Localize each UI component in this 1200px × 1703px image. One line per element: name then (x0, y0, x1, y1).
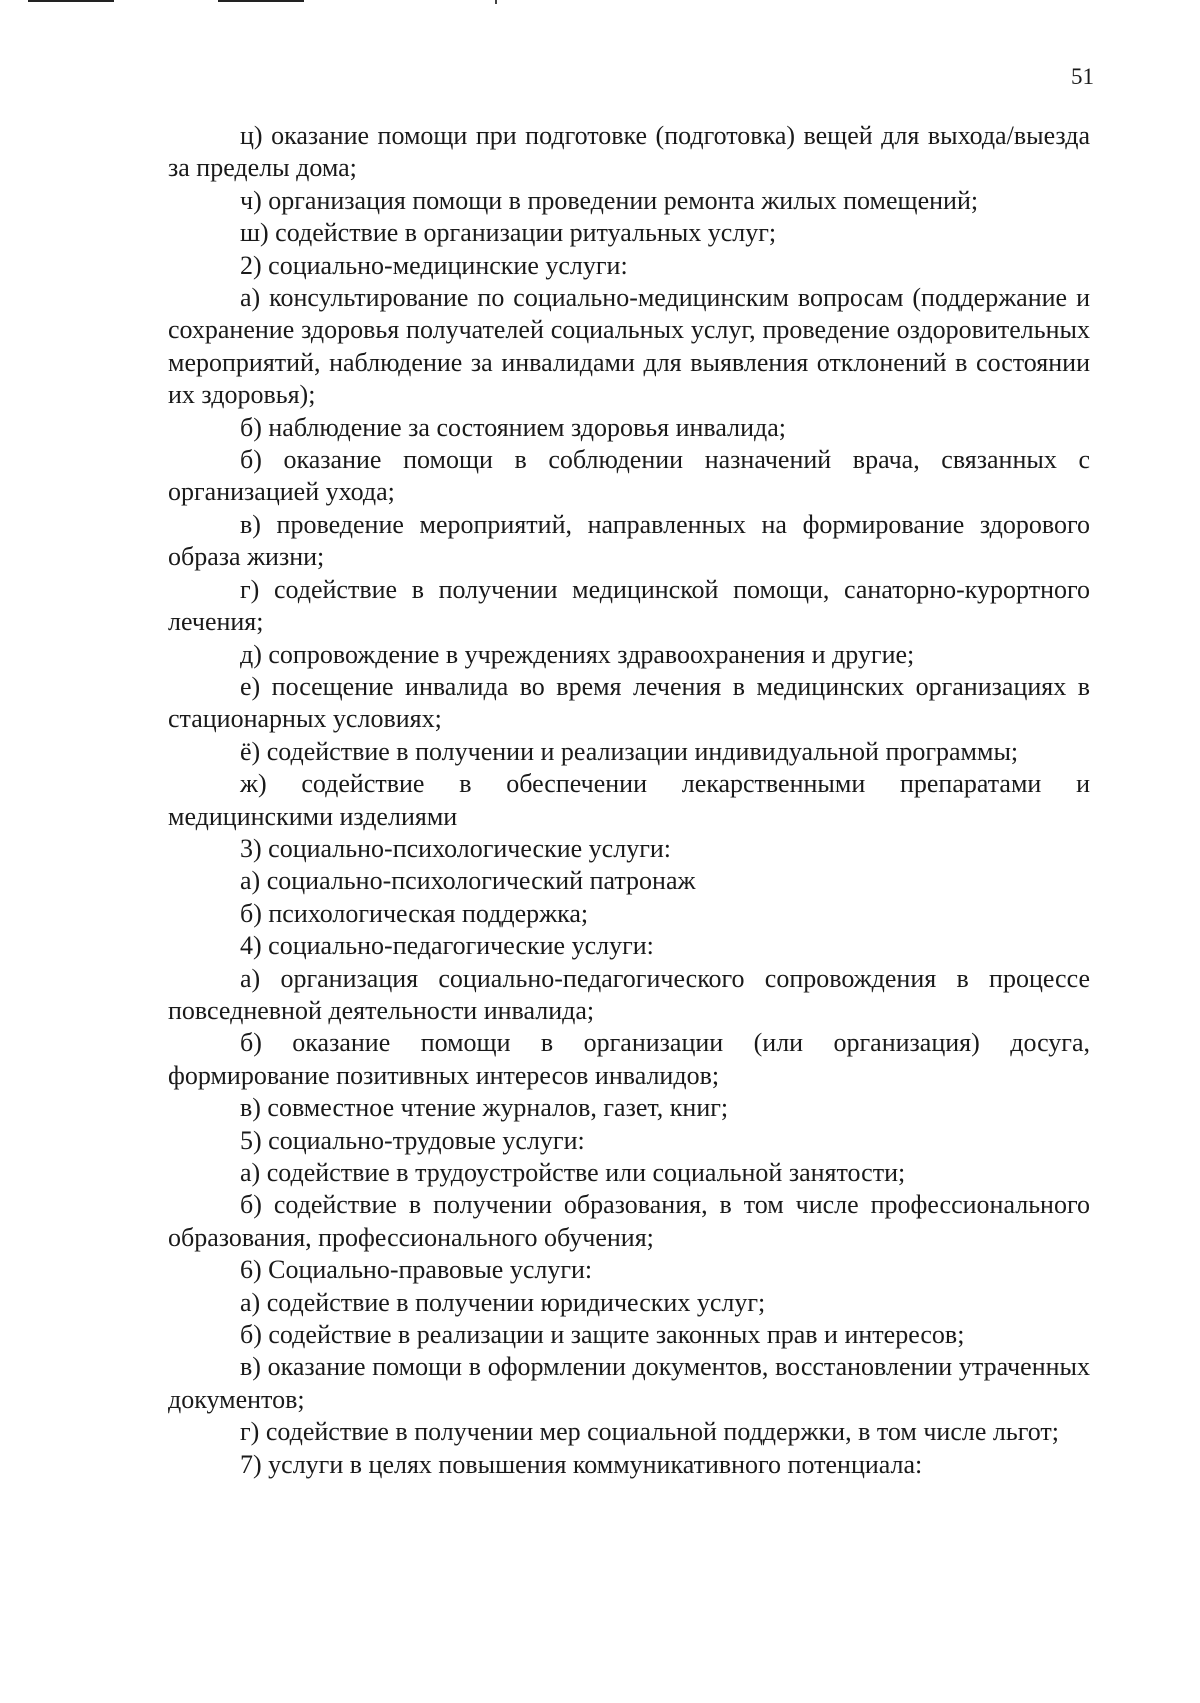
paragraph: ё) содействие в получении и реализации индивидуальной программы; (240, 736, 1019, 766)
section-heading: 7) услуги в целях повышения коммуникативного потенциала: (240, 1449, 923, 1479)
paragraph: б) содействие в получении образования, в том числе профессионального образования, профессионального обучения; (168, 1190, 1090, 1252)
paragraph: г) содействие в получении медицинской помощи, санаторно-курортного лечения; (168, 574, 1090, 637)
page-number: 51 (1071, 64, 1094, 89)
scan-artifact-line (28, 0, 114, 2)
paragraph: б) оказание помощи в организации (или организация) досуга, формирование позитивных интересов инвалидов; (168, 1028, 1090, 1090)
document-body (168, 120, 1090, 1481)
paragraph: б) наблюдение за состоянием здоровья инвалида; (240, 412, 787, 442)
section-heading: 6) Социально-правовые услуги: (240, 1255, 593, 1285)
scan-artifact-mark (495, 0, 497, 4)
paragraph: в) оказание помощи в оформлении документов, восстановлении утраченных документов; (168, 1352, 1090, 1414)
paragraph: а) содействие в трудоустройстве или социальной занятости; (240, 1158, 906, 1187)
paragraph: б) психологическая поддержка; (240, 898, 589, 928)
paragraph: а) социально-психологический патронаж (240, 866, 696, 896)
paragraph: в) совместное чтение журналов, газет, книг; (240, 1093, 729, 1123)
paragraph: е) посещение инвалида во время лечения в медицинских организациях в стационарных условиях; (168, 671, 1090, 734)
paragraph: б) содействие в реализации и защите законных прав и интересов; (240, 1320, 965, 1350)
paragraph: ш) содействие в организации ритуальных услуг; (240, 218, 777, 248)
paragraph: а) содействие в получении юридических услуг; (240, 1287, 766, 1317)
paragraph: д) сопровождение в учреждениях здравоохранения и другие; (240, 639, 915, 669)
paragraph: в) проведение мероприятий, направленных на формирование здорового образа жизни; (168, 509, 1090, 572)
paragraph: б) оказание помощи в соблюдении назначений врача, связанных с организацией ухода; (168, 445, 1090, 507)
section-heading: 5) социально-трудовые услуги: (240, 1125, 585, 1155)
paragraph: ч) организация помощи в проведении ремонта жилых помещений; (240, 185, 979, 215)
paragraph: ц) оказание помощи при подготовке (подготовка) вещей для выхода/выезда за пределы дома; (168, 121, 1090, 183)
section-heading: 3) социально-психологические услуги: (240, 833, 671, 863)
paragraph: а) консультирование по социально-медицинским вопросам (поддержание и сохранение здоровья получателей социальных услуг, проведение оздоровительных мероприятий, наблюдение за инвалидами для выявления отклонений в состоянии их здоровья); (168, 283, 1090, 410)
paragraph: г) содействие в получении мер социальной поддержки, в том числе льгот; (240, 1417, 1059, 1447)
section-heading: 2) социально-медицинские услуги: (240, 250, 628, 280)
scan-artifact-line (218, 0, 304, 2)
section-heading: 4) социально-педагогические услуги: (240, 931, 654, 961)
paragraph: а) организация социально-педагогического сопровождения в процессе повседневной деятельности инвалида; (168, 963, 1090, 1025)
paragraph: ж) содействие в обеспечении лекарственными препаратами и медицинскими изделиями (168, 769, 1090, 831)
